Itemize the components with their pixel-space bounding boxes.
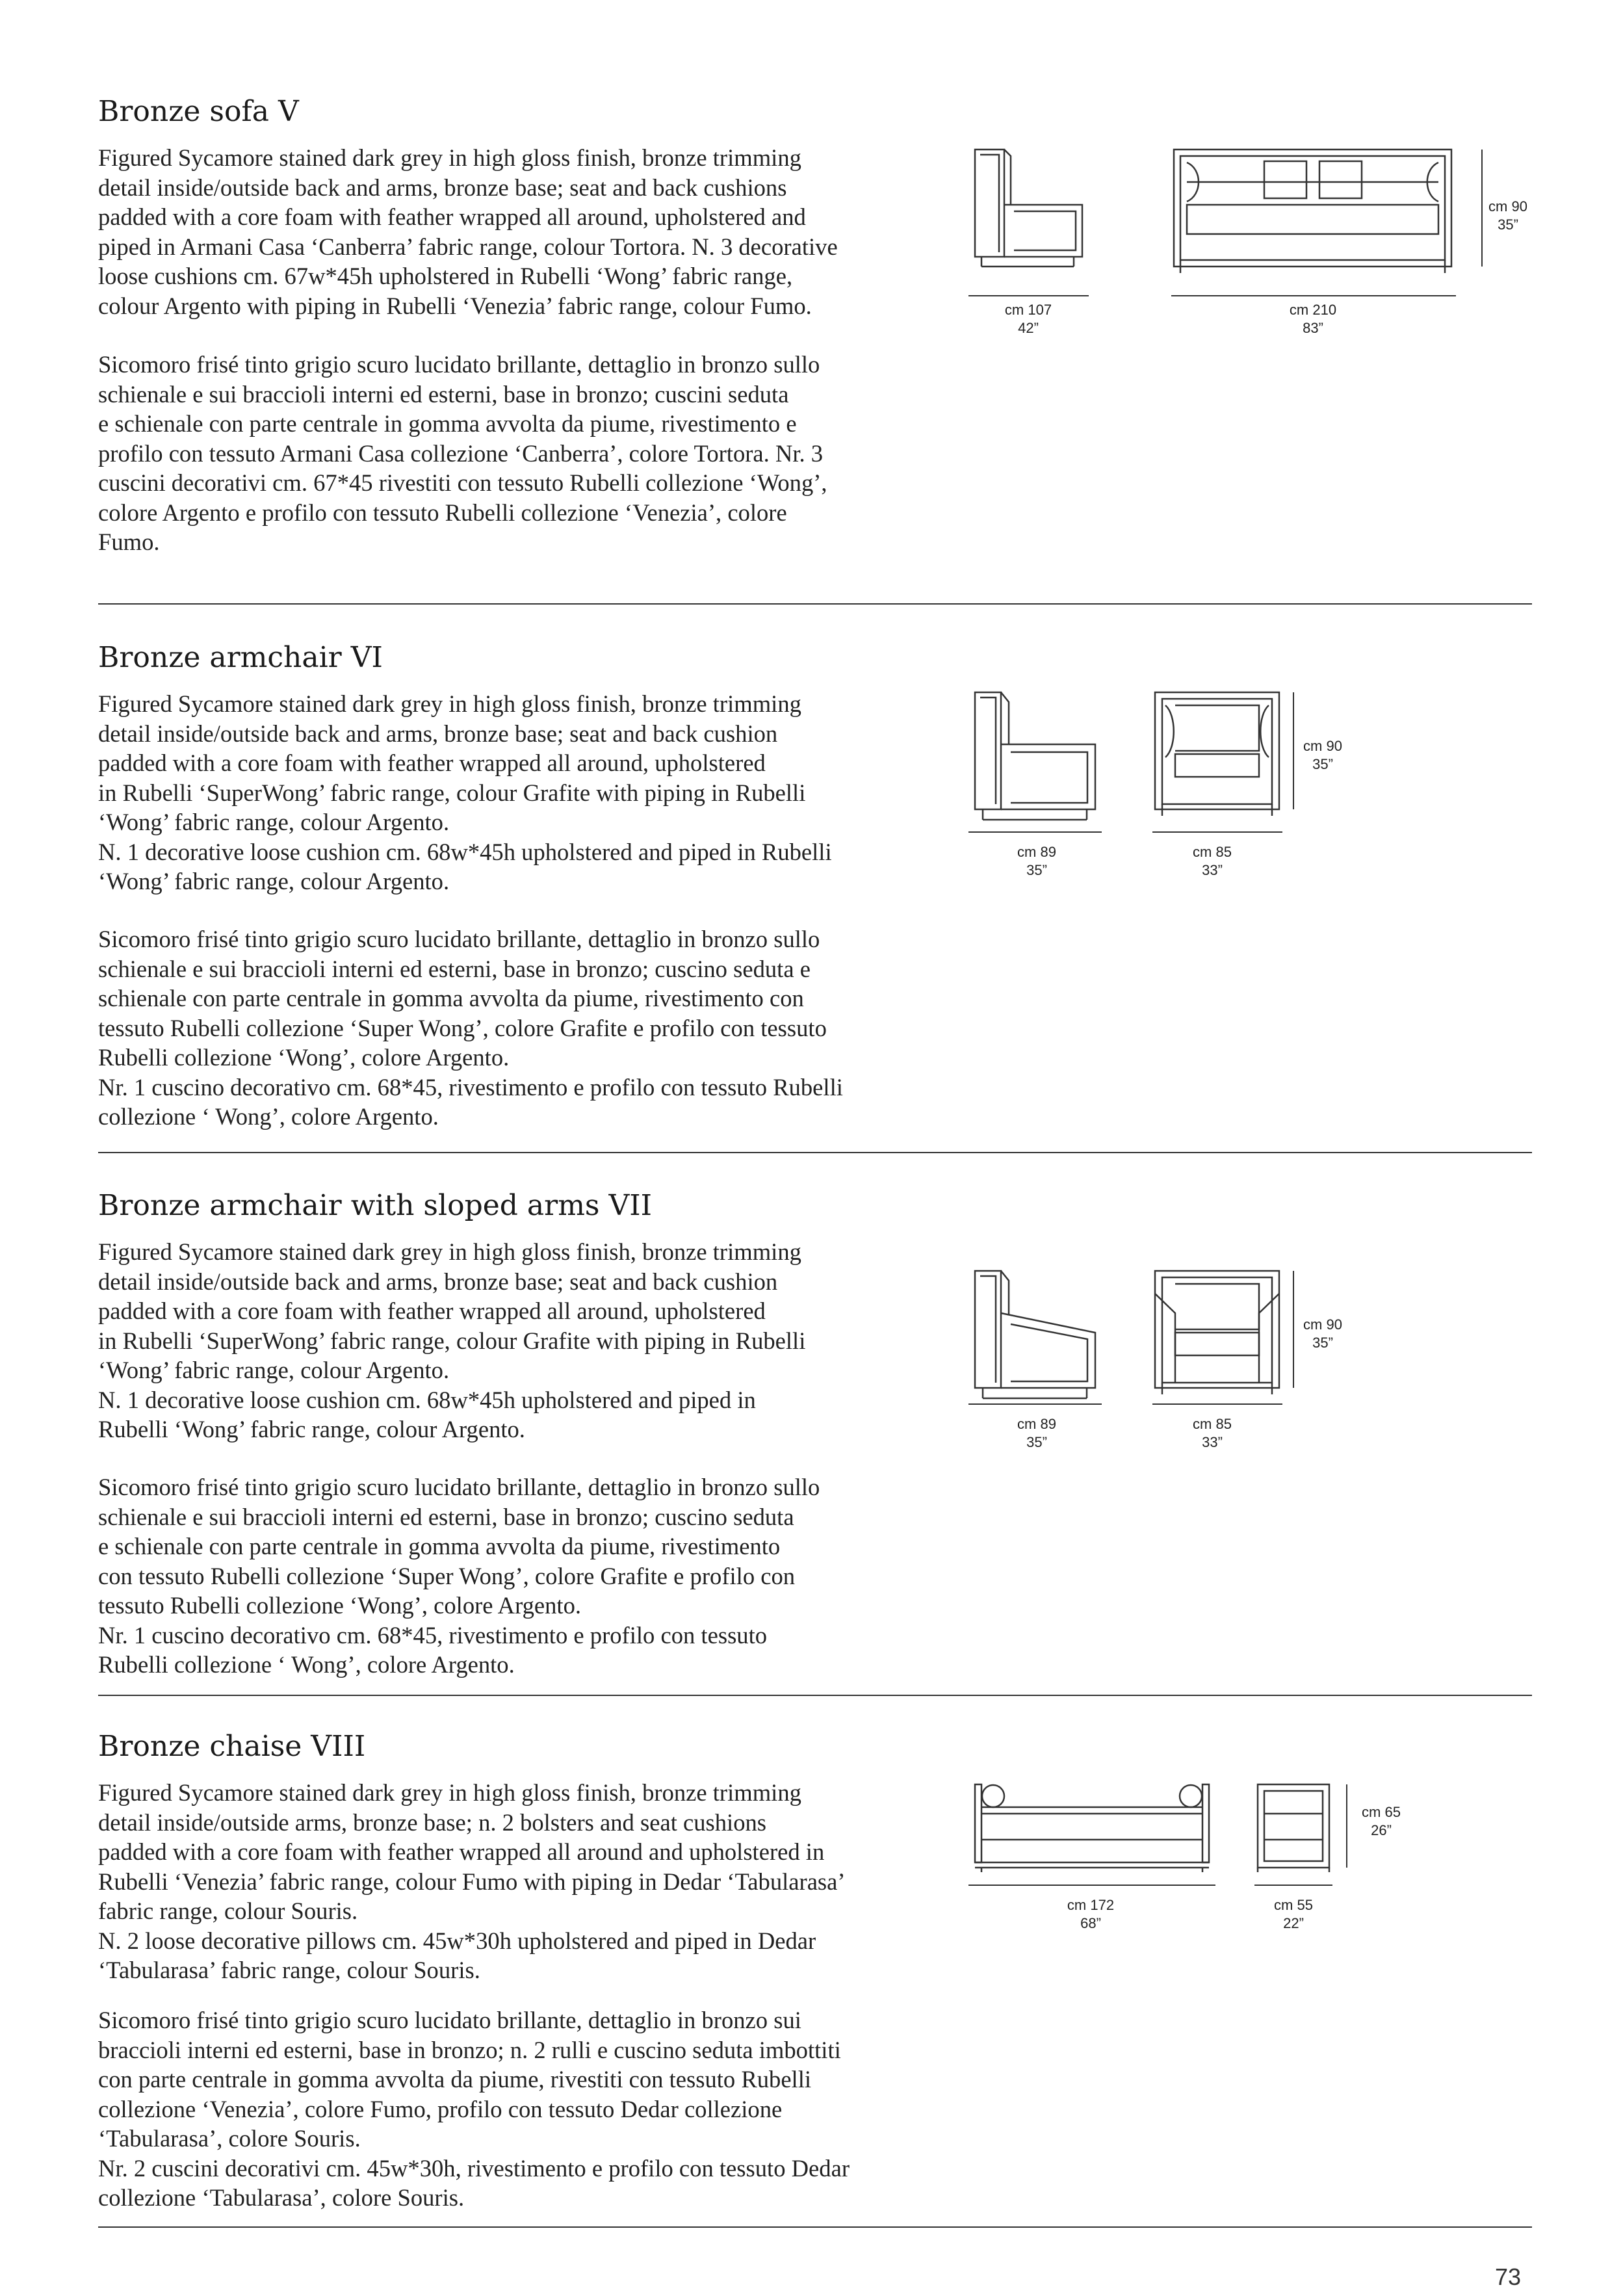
depth-label-cm: cm 89 [1017, 1416, 1056, 1432]
section-divider [98, 1695, 1532, 1696]
text-line: detail inside/outside back and arms, bronze base; seat and back cushions [98, 174, 787, 201]
depth-label-cm: cm 107 [1004, 302, 1052, 318]
text-line: con tessuto Rubelli collezione ‘Super Wong’, colore Grafite e profilo con [98, 1562, 796, 1589]
product-title: Bronze armchair VI [98, 641, 383, 674]
text-line: detail inside/outside arms, bronze base; n. 2 bolsters and seat cushions [98, 1808, 767, 1836]
text-line: braccioli interni ed esterni, base in bronzo; n. 2 rulli e cuscino seduta imbottiti [98, 2036, 841, 2063]
depth-label-in: 22” [1283, 1915, 1304, 1931]
chaise-technical-drawing [968, 1778, 1436, 1953]
text-line: Nr. 1 cuscino decorativo cm. 68*45, rivestimento e profilo con tessuto [98, 1621, 768, 1649]
text-line: padded with a core foam with feather wrapped all around, upholstered and [98, 203, 806, 230]
text-line: con parte centrale in gomma avvolta da piume, rivestiti con tessuto Rubelli [98, 2066, 812, 2093]
text-line: Figured Sycamore stained dark grey in high gloss finish, bronze trimming [98, 690, 801, 717]
product-title: Bronze armchair with sloped arms VII [98, 1189, 653, 1222]
text-line: fabric range, colour Souris. [98, 1898, 358, 1924]
text-line: colour Argento with piping in Rubelli ‘Venezia’ fabric range, colour Fumo. [98, 292, 812, 319]
height-label-cm: cm 90 [1488, 198, 1527, 215]
text-line: in Rubelli ‘SuperWong’ fabric range, colour Grafite with piping in Rubelli [98, 1327, 806, 1354]
height-label-cm: cm 90 [1303, 738, 1342, 754]
armchair-sloped-side-view [975, 1271, 1095, 1398]
height-label-cm: cm 90 [1303, 1316, 1342, 1333]
text-line: ‘Tabularasa’ fabric range, colour Souris. [98, 1957, 480, 1983]
text-line: N. 1 decorative loose cushion cm. 68w*45h upholstered and piped in Rubelli [98, 838, 832, 865]
length-label-cm: cm 172 [1067, 1897, 1115, 1913]
description-english [98, 1237, 943, 1444]
description-italian [98, 1472, 943, 1680]
depth-label-in: 35” [1026, 1434, 1047, 1450]
text-line: collezione ‘ Wong’, colore Argento. [98, 1103, 439, 1130]
description-italian [98, 2005, 943, 2213]
section-divider [98, 2226, 1532, 2228]
text-line: Fumo. [98, 528, 160, 555]
text-line: detail inside/outside back and arms, bronze base; seat and back cushion [98, 1268, 778, 1295]
product-title: Bronze sofa V [98, 95, 299, 128]
text-line: Rubelli collezione ‘ Wong’, colore Argento. [98, 1651, 515, 1678]
text-line: Nr. 2 cuscini decorativi cm. 45w*30h, rivestimento e profilo con tessuto Dedar [98, 2154, 850, 2182]
armchair-sloped-front-view [1155, 1271, 1279, 1394]
text-line: Rubelli ‘Wong’ fabric range, colour Argento. [98, 1416, 525, 1442]
text-line: tessuto Rubelli collezione ‘Wong’, colore Argento. [98, 1592, 582, 1619]
armchair-sloped-technical-drawing [968, 1264, 1358, 1459]
depth-label-cm: cm 89 [1017, 844, 1056, 860]
text-line: ‘Wong’ fabric range, colour Argento. [98, 1357, 450, 1383]
text-line: e schienale con parte centrale in gomma avvolta da piume, rivestimento [98, 1533, 781, 1559]
text-line: schienale e sui braccioli interni ed esterni, base in bronzo; cuscini seduta [98, 380, 789, 408]
chaise-side-view [975, 1784, 1209, 1872]
text-line: Figured Sycamore stained dark grey in high gloss finish, bronze trimming [98, 1238, 801, 1265]
section-divider [98, 603, 1532, 605]
text-line: colore Argento e profilo con tessuto Rubelli collezione ‘Venezia’, colore [98, 499, 787, 526]
text-line: tessuto Rubelli collezione ‘Super Wong’, colore Grafite e profilo con tessuto [98, 1014, 827, 1041]
text-line: Figured Sycamore stained dark grey in high gloss finish, bronze trimming [98, 1779, 801, 1806]
text-line: Sicomoro frisé tinto grigio scuro lucidato brillante, dettaglio in bronzo sui [98, 2007, 801, 2033]
sofa-technical-drawing [968, 143, 1540, 351]
text-line: padded with a core foam with feather wrapped all around, upholstered [98, 750, 766, 776]
text-line: profilo con tessuto Armani Casa collezione ‘Canberra’, colore Tortora. Nr. 3 [98, 439, 824, 467]
width-label-cm: cm 85 [1193, 1416, 1232, 1432]
depth-label-cm: cm 55 [1274, 1897, 1313, 1913]
text-line: detail inside/outside back and arms, bronze base; seat and back cushion [98, 720, 778, 747]
page-number: 73 [1495, 2263, 1522, 2290]
text-line: ‘Wong’ fabric range, colour Argento. [98, 809, 450, 835]
depth-label-in: 35” [1026, 862, 1047, 878]
armchair-side-view [975, 692, 1095, 820]
text-line: Sicomoro frisé tinto grigio scuro lucidato brillante, dettaglio in bronzo sullo [98, 351, 820, 378]
text-line: e schienale con parte centrale in gomma avvolta da piume, rivestimento e [98, 410, 797, 437]
height-label-in: 35” [1312, 1335, 1333, 1351]
text-line: loose cushions cm. 67w*45h upholstered in Rubelli ‘Wong’ fabric range, [98, 263, 793, 289]
text-line: Figured Sycamore stained dark grey in high gloss finish, bronze trimming [98, 144, 801, 171]
width-label-cm: cm 210 [1289, 302, 1337, 318]
depth-label-in: 42” [1018, 320, 1039, 336]
sofa-side-view [975, 150, 1082, 267]
armchair-technical-drawing [968, 686, 1358, 881]
text-line: schienale con parte centrale in gomma avvolta da piume, rivestimento con [98, 985, 804, 1011]
text-line: Rubelli collezione ‘Wong’, colore Argento. [98, 1044, 510, 1071]
text-line: schienale e sui braccioli interni ed esterni, base in bronzo; cuscino seduta [98, 1503, 794, 1530]
description-italian [98, 350, 943, 557]
text-line: Sicomoro frisé tinto grigio scuro lucidato brillante, dettaglio in bronzo sullo [98, 926, 820, 952]
text-line: padded with a core foam with feather wrapped all around and upholstered in [98, 1838, 825, 1865]
length-label-in: 68” [1080, 1915, 1101, 1931]
description-english [98, 143, 943, 320]
height-label-in: 26” [1371, 1822, 1392, 1838]
width-label-in: 33” [1202, 862, 1223, 878]
height-label-in: 35” [1498, 216, 1518, 233]
text-line: collezione ‘Venezia’, colore Fumo, profilo con tessuto Dedar collezione [98, 2095, 783, 2122]
text-line: N. 2 loose decorative pillows cm. 45w*30h upholstered and piped in Dedar [98, 1927, 816, 1954]
width-label-in: 33” [1202, 1434, 1223, 1450]
text-line: schienale e sui braccioli interni ed esterni, base in bronzo; cuscino seduta e [98, 955, 811, 982]
description-italian [98, 924, 943, 1132]
chaise-front-view [1258, 1784, 1329, 1872]
description-english [98, 689, 943, 896]
text-line: Rubelli ‘Venezia’ fabric range, colour Fumo with piping in Dedar ‘Tabularasa’ [98, 1868, 846, 1895]
text-line: cuscini decorativi cm. 67*45 rivestiti con tessuto Rubelli collezione ‘Wong’, [98, 469, 827, 496]
text-line: ‘Wong’ fabric range, colour Argento. [98, 868, 450, 894]
text-line: ‘Tabularasa’, colore Souris. [98, 2125, 361, 2152]
width-label-cm: cm 85 [1193, 844, 1232, 860]
text-line: in Rubelli ‘SuperWong’ fabric range, colour Grafite with piping in Rubelli [98, 779, 806, 806]
sofa-front-view [1174, 150, 1451, 273]
text-line: Nr. 1 cuscino decorativo cm. 68*45, rivestimento e profilo con tessuto Rubelli [98, 1073, 843, 1101]
text-line: N. 1 decorative loose cushion cm. 68w*45h upholstered and piped in [98, 1386, 756, 1413]
text-line: padded with a core foam with feather wrapped all around, upholstered [98, 1298, 766, 1324]
height-label-cm: cm 65 [1362, 1804, 1401, 1820]
width-label-in: 83” [1303, 320, 1323, 336]
height-label-in: 35” [1312, 756, 1333, 772]
text-line: collezione ‘Tabularasa’, colore Souris. [98, 2184, 465, 2211]
text-line: Sicomoro frisé tinto grigio scuro lucidato brillante, dettaglio in bronzo sullo [98, 1474, 820, 1500]
description-english [98, 1778, 943, 1985]
armchair-front-view [1155, 692, 1279, 816]
text-line: piped in Armani Casa ‘Canberra’ fabric range, colour Tortora. N. 3 decorative [98, 233, 838, 260]
product-title: Bronze chaise VIII [98, 1730, 366, 1763]
section-divider [98, 1152, 1532, 1153]
